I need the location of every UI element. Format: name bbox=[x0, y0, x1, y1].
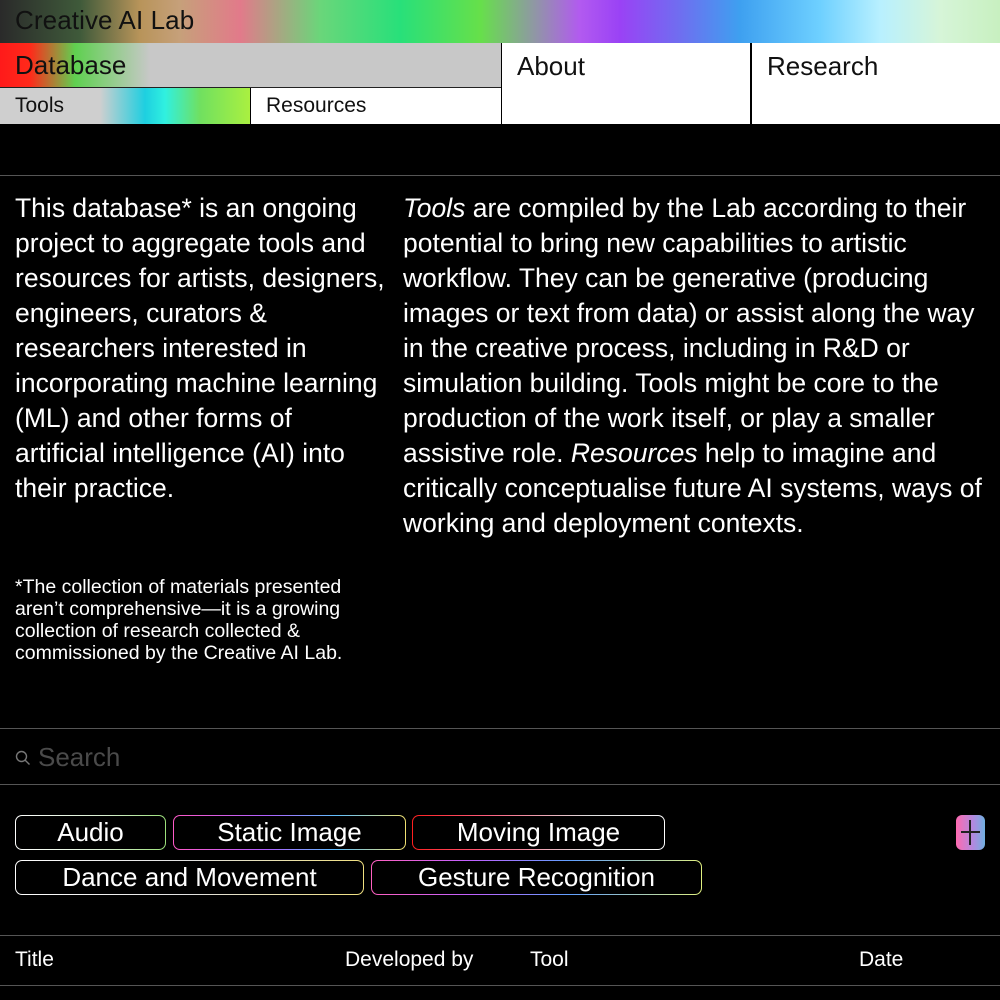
filter-tag-gesture-recognition[interactable]: Gesture Recognition bbox=[371, 860, 702, 895]
search-bar bbox=[0, 729, 1000, 785]
nav-tools-label: Tools bbox=[15, 94, 65, 117]
intro-footnote: *The collection of materials presented aren’t comprehensive—it is a growing collection of research collected & commissioned by the Creative AI Lab. bbox=[15, 576, 343, 664]
nav-resources-label: Resources bbox=[266, 94, 367, 117]
intro-text: This database* is an ongoing project to aggregate tools and resources for artists, designers, engineers, curators & researchers interested in incorporating machine learning (ML) and other forms of artificial intelligence (AI) into their practice. bbox=[15, 193, 385, 503]
filter-tag-static-image[interactable]: Static Image bbox=[173, 815, 406, 850]
nav-research[interactable] bbox=[752, 43, 1000, 124]
resources-term: Resources bbox=[570, 438, 698, 468]
description-part-2: help to imagine and critically conceptualise future AI systems, ways of working and deployment contexts. bbox=[403, 438, 982, 538]
divider bbox=[0, 784, 1000, 785]
nav-database[interactable] bbox=[0, 43, 501, 88]
search-input[interactable] bbox=[38, 739, 938, 775]
filter-tag-dance-and-movement[interactable]: Dance and Movement bbox=[15, 860, 364, 895]
nav-about[interactable] bbox=[502, 43, 750, 124]
divider bbox=[0, 935, 1000, 936]
filter-tag-audio[interactable]: Audio bbox=[15, 815, 166, 850]
nav-database-label: Database bbox=[15, 50, 127, 80]
filter-tag-moving-image[interactable]: Moving Image bbox=[412, 815, 665, 850]
column-header-tool[interactable]: Tool bbox=[530, 948, 569, 971]
description-part-1: are compiled by the Lab according to their potential to bring new capabilities to artistic workflow. They can be generative (producing images or text from data) or assist along the way in the creative process, including in R&D or simulation building. Tools might be core to the production of the work itself, or play a smaller assistive role. bbox=[403, 193, 975, 468]
divider bbox=[0, 985, 1000, 986]
plus-icon[interactable] bbox=[956, 815, 985, 850]
nav-tools[interactable] bbox=[0, 88, 250, 124]
brand-logo-text[interactable]: Creative AI Lab bbox=[15, 5, 195, 35]
column-header-title[interactable]: Title bbox=[15, 948, 54, 971]
site-header bbox=[0, 0, 1000, 43]
divider bbox=[0, 175, 1000, 176]
search-icon bbox=[15, 750, 31, 766]
nav-research-label: Research bbox=[767, 51, 879, 81]
tools-term: Tools bbox=[403, 193, 466, 223]
column-header-developed-by[interactable]: Developed by bbox=[345, 948, 474, 971]
nav-resources[interactable] bbox=[251, 88, 501, 124]
nav-about-label: About bbox=[517, 51, 585, 81]
tools-resources-description bbox=[403, 191, 993, 541]
column-header-date[interactable]: Date bbox=[859, 948, 904, 971]
